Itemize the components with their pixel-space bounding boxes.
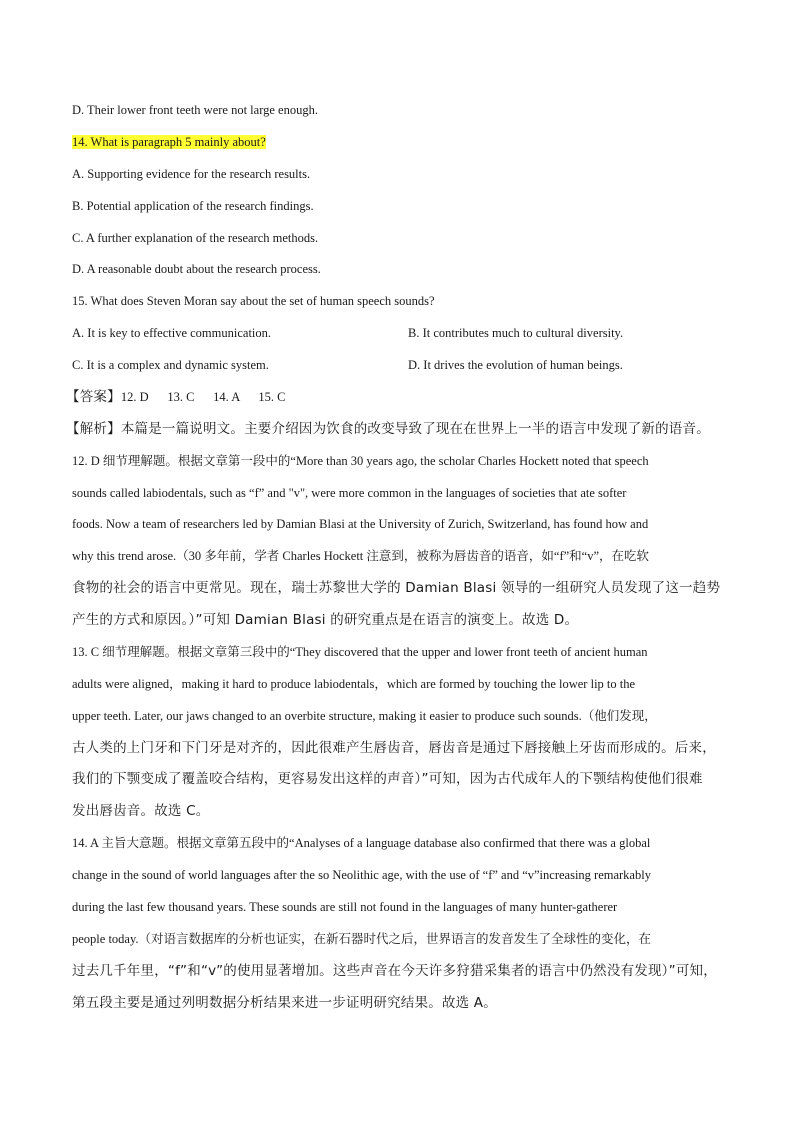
explain-14-line-3: during the last few thousand years. These sounds are still not found in the languages of many hunter-gatherer: [72, 900, 618, 914]
answer-items: 12. D 13. C 14. A 15. C: [120, 390, 286, 404]
explain-13-line-3: upper teeth. Later, our jaws changed to an overbite structure, making it easier to produce such sounds.（他们发现，: [72, 709, 657, 723]
explain-13-line-6: 发出唇齿音。故选 C。: [72, 803, 210, 819]
question-14-highlight: 14. What is paragraph 5 mainly about?: [72, 135, 266, 149]
explain-14-line-4: people today.（对语言数据库的分析也证实，在新石器时代之后，世界语言的发音发生了全球性的变化，在: [72, 932, 652, 946]
explain-14-line-1: 14. A 主旨大意题。根据文章第五段中的“Analyses of a language database also confirmed that there was a global: [72, 836, 651, 850]
explain-14-line-6: 第五段主要是通过列明数据分析结果来进一步证明研究结果。故选 A。: [72, 995, 497, 1011]
option-d-q13: D. Their lower front teeth were not large enough.: [72, 103, 318, 117]
q14-option-d: D. A reasonable doubt about the research process.: [72, 262, 321, 276]
answer-line: [66, 389, 285, 405]
analysis-label: 【解析】: [66, 421, 121, 437]
explain-13-line-1: 13. C 细节理解题。根据文章第三段中的“They discovered that the upper and lower front teeth of ancient human: [72, 645, 648, 659]
analysis-intro: 本篇是一篇说明文。主要介绍因为饮食的改变导致了现在在世界上一半的语言中发现了新的语音。: [120, 421, 710, 437]
question-15: 15. What does Steven Moran say about the set of human speech sounds?: [72, 294, 435, 308]
explain-13-line-2: adults were aligned，making it hard to produce labiodentals，which are formed by touching the lower lip to the: [72, 677, 636, 691]
q14-option-b: B. Potential application of the research findings.: [72, 199, 314, 213]
explain-12-line-2: sounds called labiodentals, such as “f” and "v", were more common in the languages of societies that ate softer: [72, 486, 627, 500]
q14-option-a: A. Supporting evidence for the research results.: [72, 167, 311, 181]
explain-12-line-3: foods. Now a team of researchers led by Damian Blasi at the University of Zurich, Switzerland, has found how and: [72, 517, 649, 531]
q15-option-d: D. It drives the evolution of human beings.: [408, 358, 623, 372]
answer-label: 【答案】: [66, 389, 121, 405]
q15-option-b: B. It contributes much to cultural diversity.: [408, 326, 624, 340]
analysis-line: [66, 421, 710, 437]
q15-option-c: C. It is a complex and dynamic system.: [72, 358, 269, 372]
q14-option-c: C. A further explanation of the research methods.: [72, 231, 319, 245]
explain-12-line-1: 12. D 细节理解题。根据文章第一段中的“More than 30 years ago, the scholar Charles Hockett noted that speech: [72, 454, 649, 468]
explain-14-line-2: change in the sound of world languages after the so Neolithic age, with the use of “f” and “v”increasing remarkably: [72, 868, 651, 882]
explain-12-line-5: 食物的社会的语言中更常见。现在，瑞士苏黎世大学的 Damian Blasi 领导的一组研究人员发现了这一趋势: [72, 580, 721, 596]
question-14: [72, 134, 266, 150]
explain-12-line-6: 产生的方式和原因。）”可知 Damian Blasi 的研究重点是在语言的演变上。故选 D。: [72, 612, 579, 628]
q15-option-a: A. It is key to effective communication.: [72, 326, 272, 340]
explain-12-line-4: why this trend arose.（30 多年前，学者 Charles Hockett 注意到，被称为唇齿音的语音，如“f”和“v”，在吃软: [72, 549, 650, 563]
explain-13-line-4: 古人类的上门牙和下门牙是对齐的，因此很难产生唇齿音，唇齿音是通过下唇接触上牙齿而形成的。后来，: [72, 740, 716, 756]
explain-13-line-5: 我们的下颚变成了覆盖咬合结构，更容易发出这样的声音）”可知，因为古代成年人的下颚结构使他们很难: [72, 771, 703, 787]
explain-14-line-5: 过去几千年里，“f”和“v”的使用显著增加。这些声音在今天许多狩猎采集者的语言中仍然没有发现）”可知，: [72, 963, 717, 979]
